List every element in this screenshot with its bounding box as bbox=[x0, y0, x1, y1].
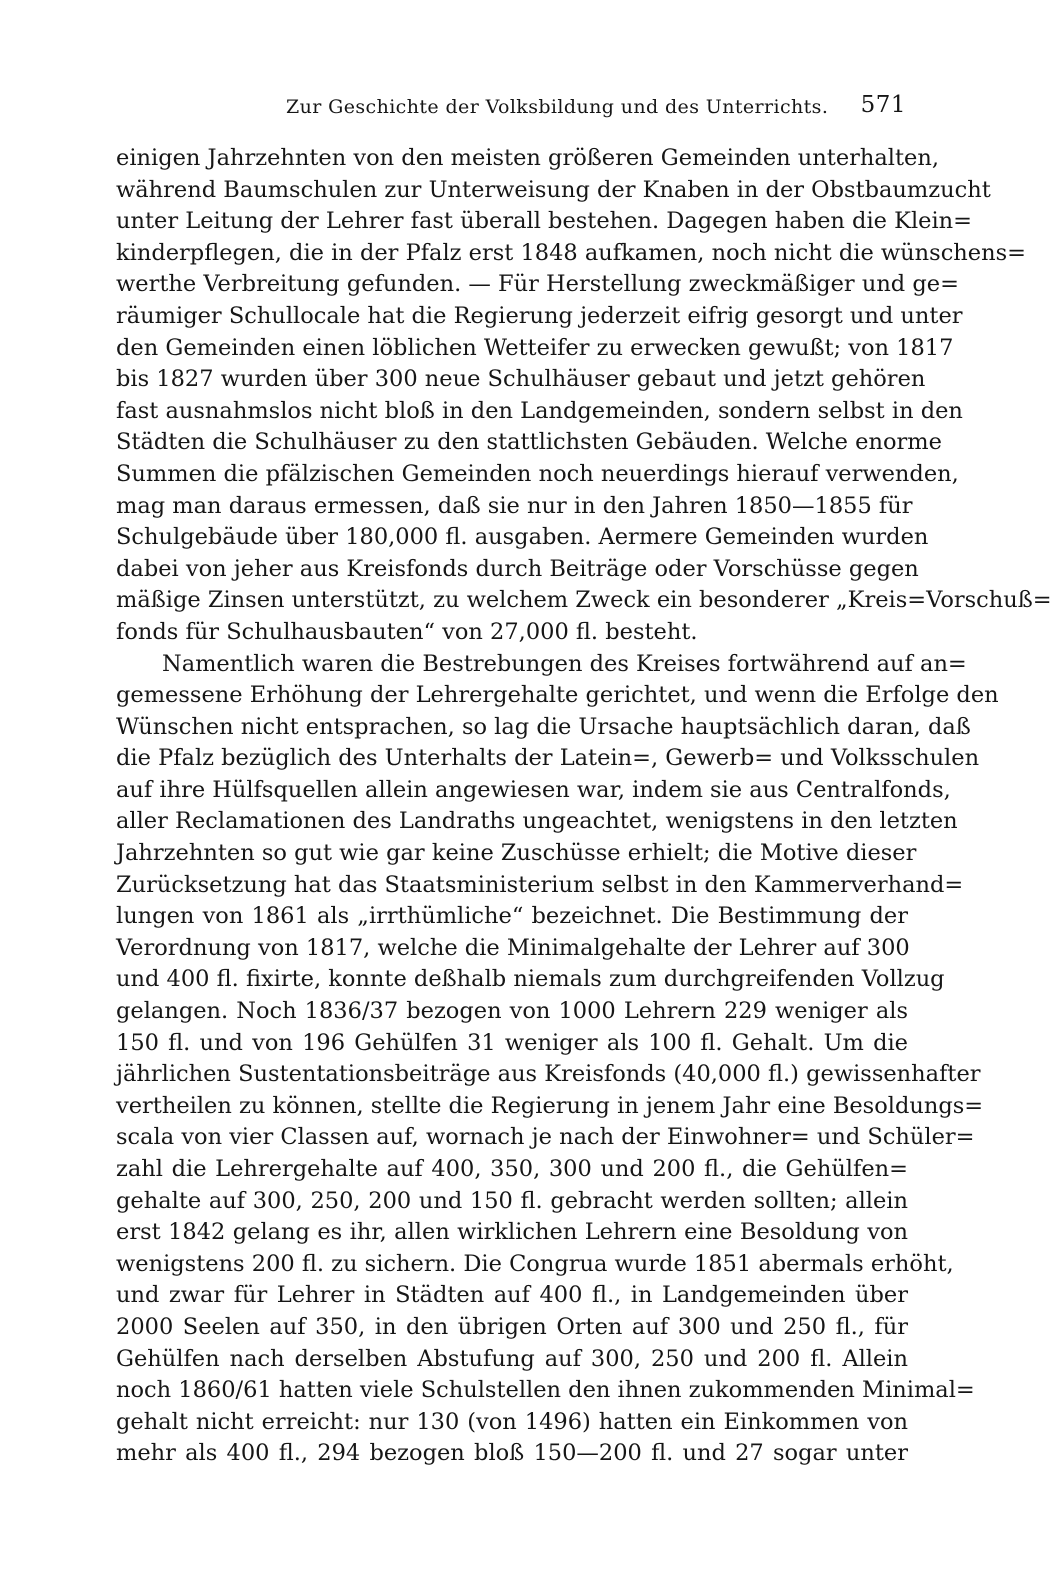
text-line: die Pfalz bezüglich des Unterhalts der Latein=, Gewerb= und Volksschulen bbox=[116, 745, 980, 772]
paragraph bbox=[116, 143, 1052, 649]
text-line: bis 1827 wurden über 300 neue Schulhäuser gebaut und jetzt gehören bbox=[116, 366, 926, 393]
text-line: gelangen. Noch 1836/37 bezogen von 1000 Lehrern 229 weniger als bbox=[116, 998, 908, 1025]
text-line: und zwar für Lehrer in Städten auf 400 fl., in Landgemeinden über bbox=[116, 1282, 908, 1309]
text-line: gehalte auf 300, 250, 200 und 150 fl. gebracht werden sollten; allein bbox=[116, 1187, 908, 1214]
text-line: und 400 fl. fixirte, konnte deßhalb niemals zum durchgreifenden Vollzug bbox=[116, 966, 945, 993]
text-line: gemessene Erhöhung der Lehrergehalte gerichtet, und wenn die Erfolge den bbox=[116, 682, 999, 709]
text-line: Jahrzehnten so gut wie gar keine Zuschüsse erhielt; die Motive dieser bbox=[116, 840, 917, 867]
text-line: Verordnung von 1817, welche die Minimalgehalte der Lehrer auf 300 bbox=[116, 934, 910, 961]
text-line: Städten die Schulhäuser zu den stattlichsten Gebäuden. Welche enorme bbox=[116, 429, 942, 456]
text-line: räumiger Schullocale hat die Regierung jederzeit eifrig gesorgt und unter bbox=[116, 302, 963, 329]
text-line: mag man daraus ermessen, daß sie nur in den Jahren 1850—1855 für bbox=[116, 492, 913, 519]
text-line: aller Reclamationen des Landraths ungeachtet, wenigstens in den letzten bbox=[116, 808, 958, 835]
text-line: Wünschen nicht entsprachen, so lag die Ursache hauptsächlich daran, daß bbox=[116, 713, 971, 740]
running-head bbox=[114, 88, 914, 128]
running-title: Zur Geschichte der Volksbildung und des Unterrichts. bbox=[286, 96, 829, 118]
text-line: dabei von jeher aus Kreisfonds durch Beiträge oder Vorschüsse gegen bbox=[116, 555, 919, 582]
text-line: Gehülfen nach derselben Abstufung auf 300, 250 und 200 fl. Allein bbox=[116, 1345, 908, 1372]
text-line: Zurücksetzung hat das Staatsministerium selbst in den Kammerverhand= bbox=[116, 871, 964, 898]
text-line: Summen die pfälzischen Gemeinden noch neuerdings hierauf verwenden, bbox=[116, 460, 959, 487]
text-line: gehalt nicht erreicht: nur 130 (von 1496) hatten ein Einkommen von bbox=[116, 1408, 908, 1435]
text-line: erst 1842 gelang es ihr, allen wirklichen Lehrern eine Besoldung von bbox=[116, 1219, 908, 1246]
text-line: Namentlich waren die Bestrebungen des Kreises fortwährend auf an= bbox=[162, 650, 967, 677]
text-line: einigen Jahrzehnten von den meisten größeren Gemeinden unterhalten, bbox=[116, 145, 939, 171]
text-line: 150 fl. und von 196 Gehülfen 31 weniger als 100 fl. Gehalt. Um die bbox=[116, 1029, 908, 1056]
body-text bbox=[116, 143, 1052, 1470]
text-line: mehr als 400 fl., 294 bezogen bloß 150—200 fl. und 27 sogar unter bbox=[116, 1440, 908, 1467]
text-line: noch 1860/61 hatten viele Schulstellen den ihnen zukommenden Minimal= bbox=[116, 1377, 975, 1404]
text-line: unter Leitung der Lehrer fast überall bestehen. Dagegen haben die Klein= bbox=[116, 208, 972, 235]
text-line: vertheilen zu können, stellte die Regierung in jenem Jahr eine Besoldungs= bbox=[116, 1092, 984, 1119]
text-line: fonds für Schulhausbauten“ von 27,000 fl. besteht. bbox=[116, 618, 698, 645]
text-line: zahl die Lehrergehalte auf 400, 350, 300 und 200 fl., die Gehülfen= bbox=[116, 1156, 908, 1182]
text-line: fast ausnahmslos nicht bloß in den Landgemeinden, sondern selbst in den bbox=[116, 397, 963, 424]
text-line: wenigstens 200 fl. zu sichern. Die Congrua wurde 1851 abermals erhöht, bbox=[116, 1250, 954, 1277]
paragraph bbox=[116, 649, 999, 1470]
page-number: 571 bbox=[860, 92, 906, 118]
text-line: mäßige Zinsen unterstützt, zu welchem Zweck ein besonderer „Kreis=Vorschuß= bbox=[116, 587, 1052, 614]
text-line: den Gemeinden einen löblichen Wetteifer zu erwecken gewußt; von 1817 bbox=[116, 334, 954, 361]
text-line: kinderpflegen, die in der Pfalz erst 1848 aufkamen, noch nicht die wünschens= bbox=[116, 239, 1027, 266]
text-line: lungen von 1861 als „irrthümliche“ bezeichnet. Die Bestimmung der bbox=[116, 903, 908, 930]
text-line: Schulgebäude über 180,000 fl. ausgaben. Aermere Gemeinden wurden bbox=[116, 524, 929, 551]
text-line: während Baumschulen zur Unterweisung der Knaben in der Obstbaumzucht bbox=[116, 176, 991, 203]
text-line: werthe Verbreitung gefunden. — Für Herstellung zweckmäßiger und ge= bbox=[116, 271, 959, 298]
text-line: scala von vier Classen auf, wornach je nach der Einwohner= und Schüler= bbox=[116, 1124, 975, 1151]
text-line: auf ihre Hülfsquellen allein angewiesen war, indem sie aus Centralfonds, bbox=[116, 776, 951, 803]
text-line: jährlichen Sustentationsbeiträge aus Kreisfonds (40,000 fl.) gewissenhafter bbox=[116, 1061, 981, 1088]
text-line: 2000 Seelen auf 350, in den übrigen Orten auf 300 und 250 fl., für bbox=[116, 1313, 908, 1340]
